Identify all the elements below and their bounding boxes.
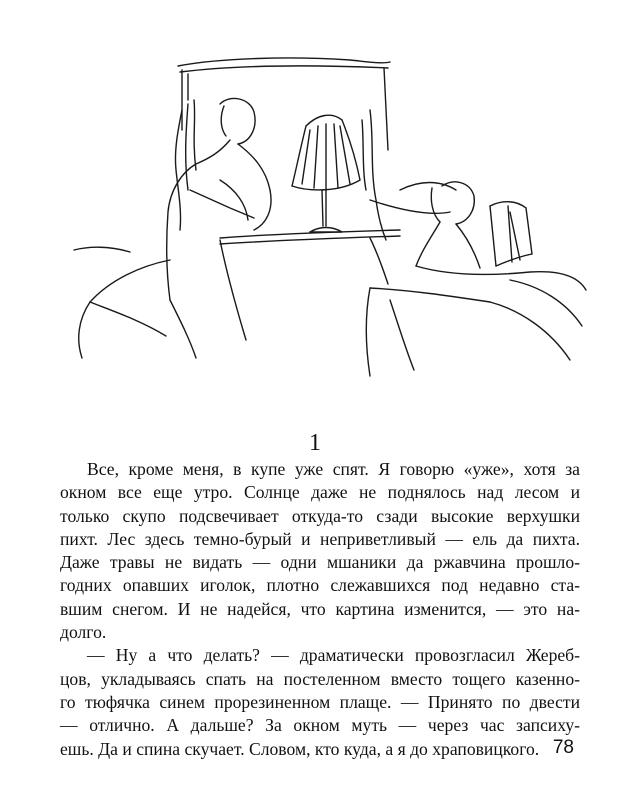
text-line: Даже травы не видать — одни мшаники да ржавчина прошло- xyxy=(60,552,580,573)
text-line: Все, кроме меня, в купе уже спят. Я говорю «уже», хотя за xyxy=(87,459,580,479)
text-line: цов, укладываясь спать на постеленном вместо тощего казенно- xyxy=(60,668,580,689)
text-line: — Ну а что делать? — драматически провозгласил Жереб- xyxy=(87,645,580,666)
text-line: пихт. Лес здесь темно-бурый и неприветливый — ель да пихта. xyxy=(60,528,580,549)
text-line: только скупо подсвечивает откуда-то сзади высокие верхушки xyxy=(60,505,580,526)
text-line: годних опавших иголок, плотно слежавшихся под недавно ста- xyxy=(60,575,580,596)
train-compartment-sketch-icon xyxy=(70,40,590,380)
page-number: 78 xyxy=(552,737,574,758)
text-line: вшим снегом. И не надейся, что картина изменится, — это на- xyxy=(60,598,580,619)
text-line: го тюфячка синем прорезиненном плаще. — Принято по двести xyxy=(60,691,580,712)
chapter-number: 1 xyxy=(309,430,321,456)
text-line: окном все еще утро. Солнце даже не поднялось над лесом и xyxy=(60,482,580,503)
text-line: ешь. Да и спина скучает. Словом, кто куда, а я до храповицкого. xyxy=(60,738,540,759)
text-line: долго. xyxy=(60,622,107,643)
text-line: — отлично. А дальше? За окном муть — через час запсиху- xyxy=(60,715,580,736)
body-text xyxy=(60,458,580,761)
